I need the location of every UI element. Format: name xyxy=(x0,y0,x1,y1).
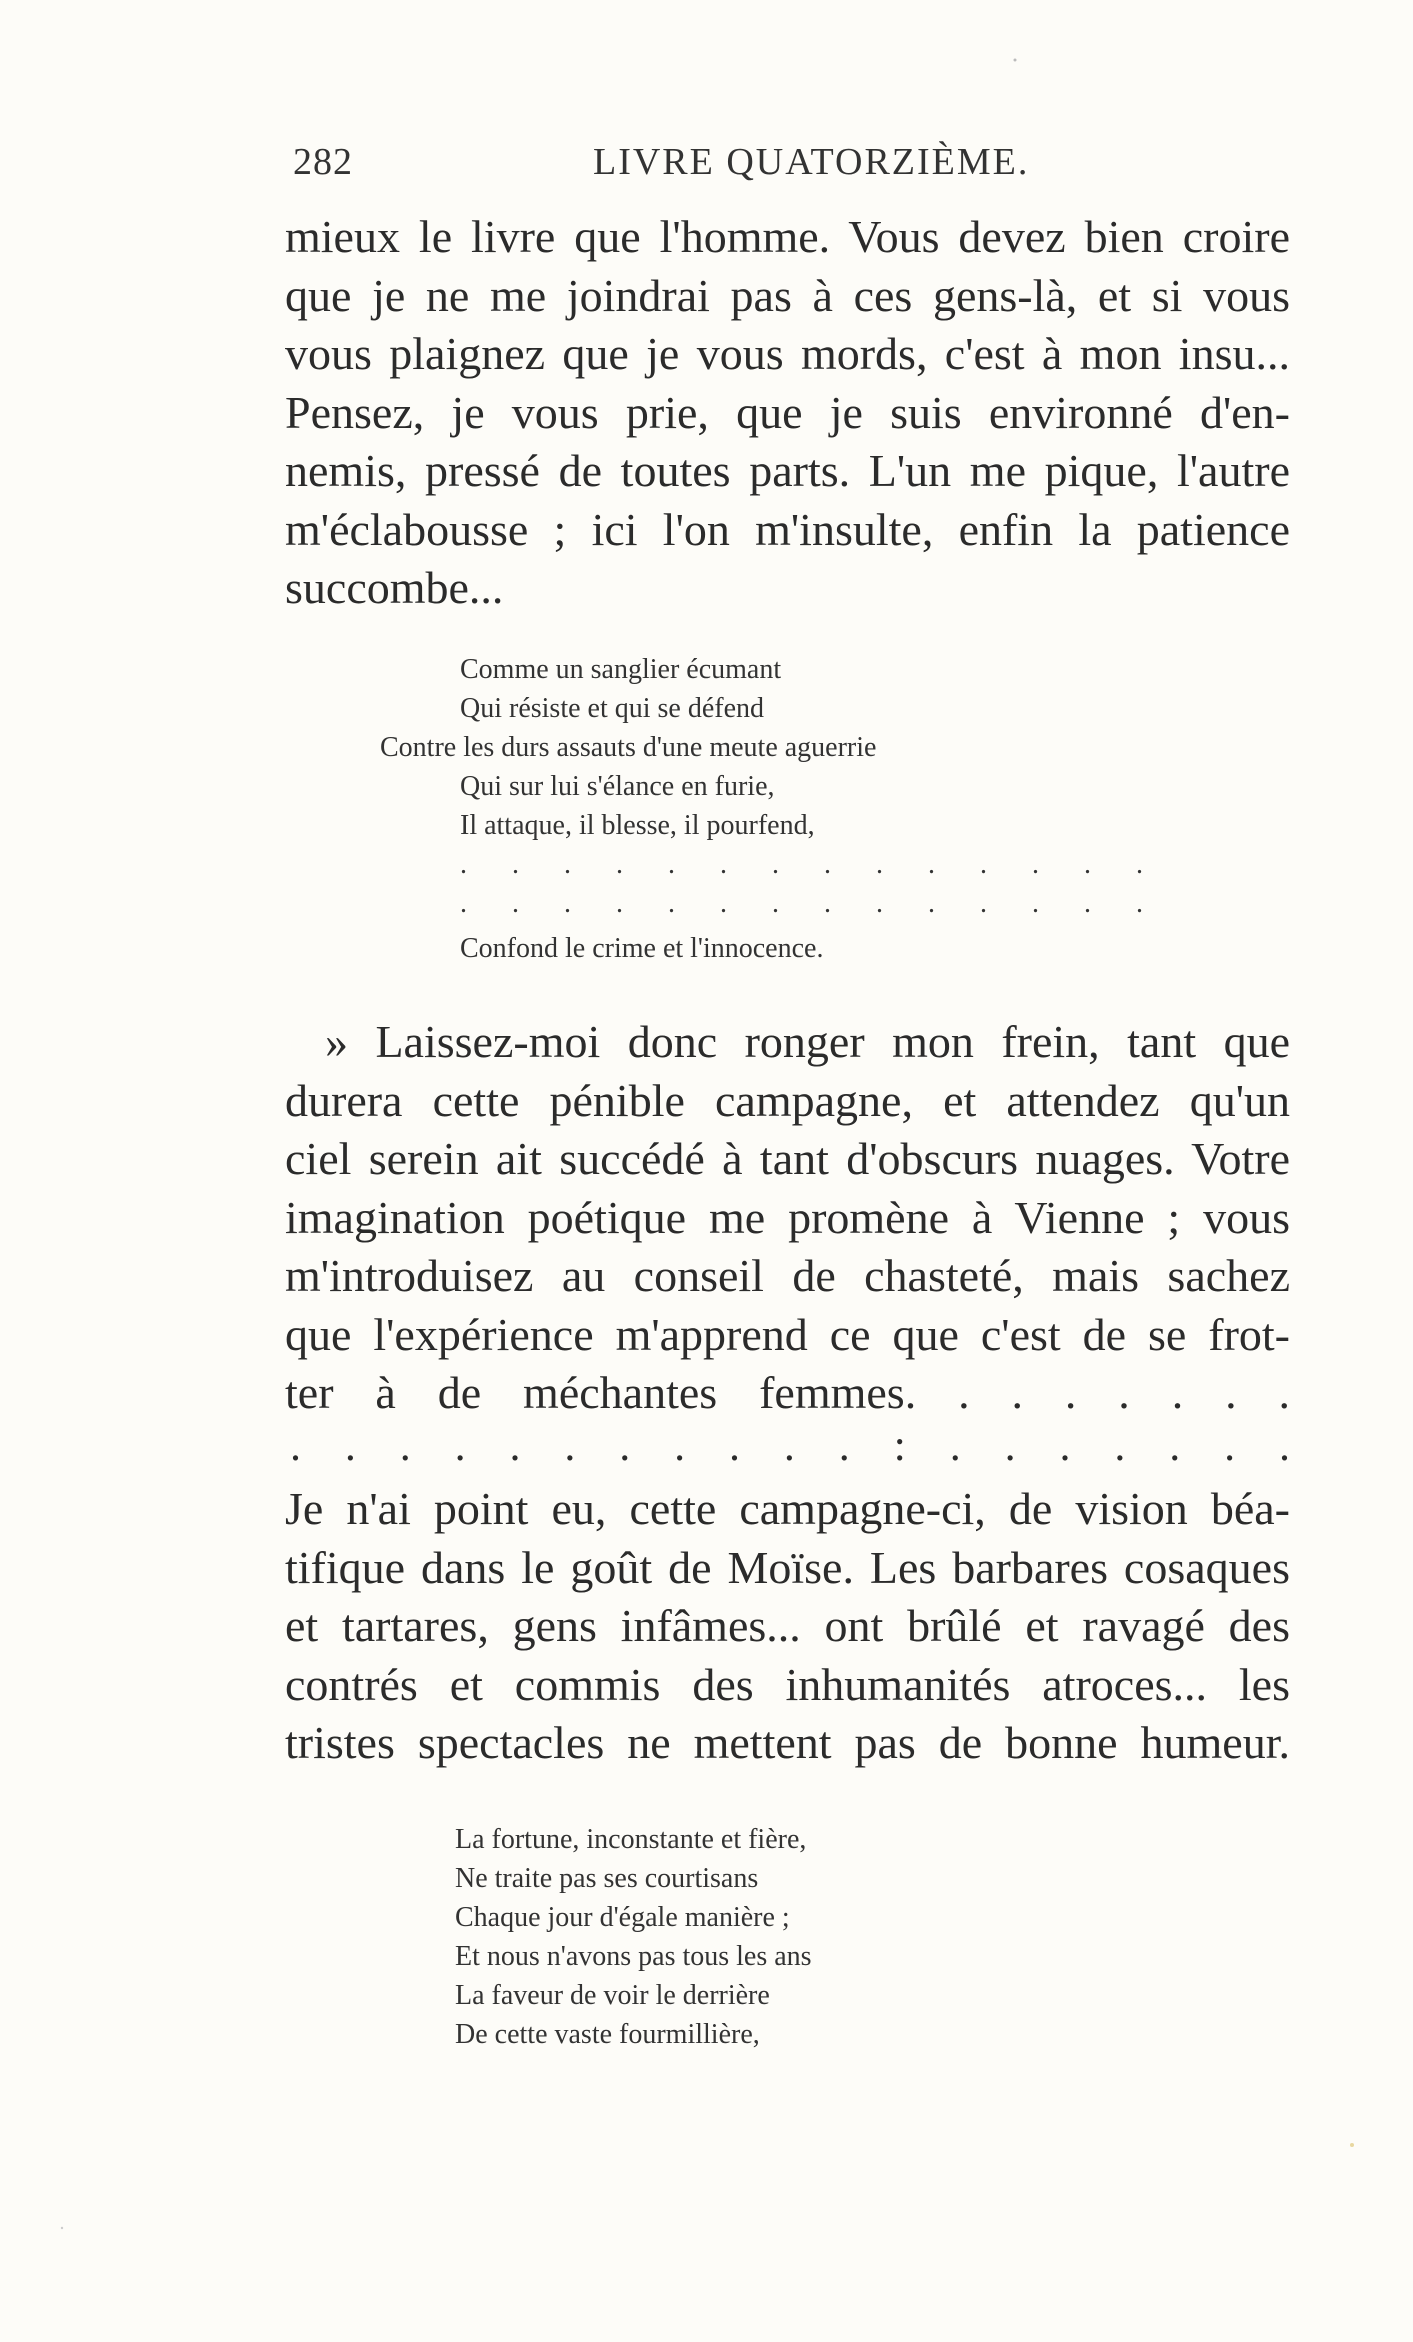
verse-quotation-1 xyxy=(380,650,1162,968)
text-line: Pensez, je vous prie, que je suis environné d'en- xyxy=(285,386,1290,438)
text-line: Je n'ai point eu, cette campagne-ci, de vision béa- xyxy=(285,1483,1290,1534)
verse-quotation-2 xyxy=(455,1820,1055,2054)
text-line: que je ne me joindrai pas à ces gens-là, et si vous xyxy=(285,269,1290,321)
page-number: 282 xyxy=(293,141,353,183)
verse-line: Qui sur lui s'élance en furie, xyxy=(460,771,775,802)
paragraph-2 xyxy=(285,1013,1290,1423)
paragraph-3 xyxy=(285,1480,1290,1773)
verse-line: Contre les durs assauts d'une meute aguerrie xyxy=(380,732,877,763)
text-line: ter à de méchantes femmes. . . . . . . . xyxy=(285,1367,1290,1418)
text-line: ciel serein ait succédé à tant d'obscurs nuages. Votre xyxy=(285,1133,1290,1184)
running-head xyxy=(293,140,1293,183)
text-line: vous plaignez que je vous mords, c'est à mon insu... xyxy=(285,328,1290,379)
text-line: succombe... xyxy=(285,562,504,613)
text-line: m'introduisez au conseil de chasteté, mais sachez xyxy=(285,1250,1290,1301)
paper-speck xyxy=(1014,59,1017,62)
text-line: tifique dans le goût de Moïse. Les barbares cosaques xyxy=(285,1541,1290,1593)
verse-line: Chaque jour d'égale manière ; xyxy=(455,1902,790,1933)
text-line: tristes spectacles ne mettent pas de bonne humeur. xyxy=(285,1717,1290,1768)
verse-line: Et nous n'avons pas tous les ans xyxy=(455,1941,812,1972)
verse-line: De cette vaste fourmillière, xyxy=(455,2019,760,2050)
verse-line: La fortune, inconstante et fière, xyxy=(455,1824,807,1855)
text-line: » Laissez-moi donc ronger mon frein, tant que xyxy=(325,1016,1290,1067)
text-line: nemis, pressé de toutes parts. L'un me pique, l'autre xyxy=(285,445,1290,496)
ellipsis-line: . . . . . . . . . . . . . . xyxy=(460,849,1162,880)
ellipsis-line: . . . . . . . . . . . . . . xyxy=(460,888,1162,919)
verse-line: La faveur de voir le derrière xyxy=(455,1980,770,2011)
paper-speck xyxy=(1350,2143,1354,2147)
text-line: m'éclabousse ; ici l'on m'insulte, enfin la patience xyxy=(285,503,1290,555)
text-line: durera cette pénible campagne, et attendez qu'un xyxy=(285,1074,1290,1126)
verse-line: Ne traite pas ses courtisans xyxy=(455,1863,759,1894)
text-line: que l'expérience m'apprend ce que c'est de se frot- xyxy=(285,1308,1290,1360)
text-line: contrés et commis des inhumanités atroces... les xyxy=(285,1658,1290,1710)
verse-line: Comme un sanglier écumant xyxy=(460,654,782,685)
text-line: mieux le livre que l'homme. Vous devez bien croire xyxy=(285,211,1290,262)
verse-line: Qui résiste et qui se défend xyxy=(460,693,765,724)
verse-line: Confond le crime et l'innocence. xyxy=(460,933,824,964)
verse-line: Il attaque, il blesse, il pourfend, xyxy=(460,810,815,841)
ellipsis-row: . . . . . . . . . . . : . . . . . . . xyxy=(290,1421,1290,1470)
text-line: et tartares, gens infâmes... ont brûlé et ravagé des xyxy=(285,1600,1290,1651)
running-title: LIVRE QUATORZIÈME. xyxy=(593,141,1030,183)
text-line: imagination poétique me promène à Vienne ; vous xyxy=(285,1191,1290,1243)
paper-speck xyxy=(61,2227,63,2229)
paragraph-1 xyxy=(285,208,1290,618)
